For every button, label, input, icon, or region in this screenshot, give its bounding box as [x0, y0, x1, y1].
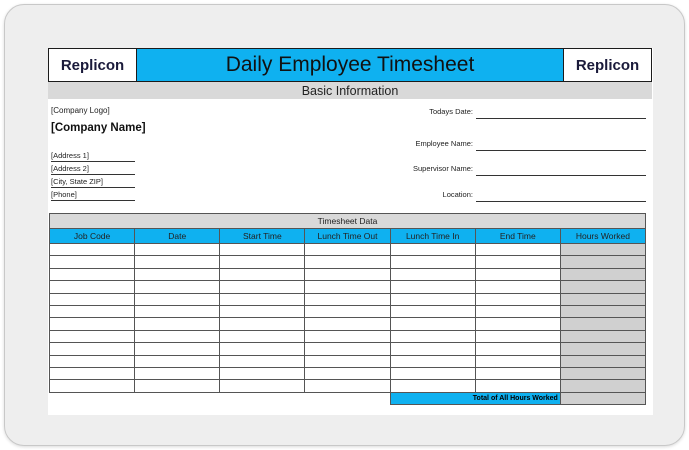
table-cell[interactable]: [135, 281, 220, 293]
table-cell[interactable]: [560, 281, 645, 293]
table-cell[interactable]: [220, 318, 305, 330]
table-cell[interactable]: [560, 244, 645, 256]
table-row: [50, 367, 646, 379]
table-cell[interactable]: [220, 367, 305, 379]
table-cell[interactable]: [390, 355, 475, 367]
header: [48, 48, 652, 82]
table-cell[interactable]: [475, 256, 560, 268]
table-cell[interactable]: [220, 256, 305, 268]
table-cell[interactable]: [135, 318, 220, 330]
table-cell[interactable]: [135, 367, 220, 379]
table-cell[interactable]: [560, 318, 645, 330]
employee-name-label: Employee Name:: [415, 139, 473, 148]
table-cell[interactable]: [390, 281, 475, 293]
table-cell[interactable]: [220, 281, 305, 293]
table-cell[interactable]: [475, 343, 560, 355]
table-cell[interactable]: [220, 380, 305, 392]
total-spacer: [50, 392, 391, 404]
table-cell[interactable]: [560, 256, 645, 268]
table-cell[interactable]: [560, 343, 645, 355]
table-cell[interactable]: [560, 367, 645, 379]
table-cell[interactable]: [135, 244, 220, 256]
table-cell[interactable]: [220, 244, 305, 256]
table-cell[interactable]: [220, 268, 305, 280]
table-row: [50, 256, 646, 268]
supervisor-name-label: Supervisor Name:: [412, 164, 473, 173]
table-cell[interactable]: [475, 281, 560, 293]
table-cell[interactable]: [390, 330, 475, 342]
col-lunch-time-in: Lunch Time In: [390, 229, 475, 244]
table-row: [50, 305, 646, 317]
table-cell[interactable]: [390, 318, 475, 330]
table-cell[interactable]: [50, 343, 135, 355]
col-job-code: Job Code: [50, 229, 135, 244]
table-cell[interactable]: [305, 318, 390, 330]
phone-field[interactable]: [Phone]: [51, 189, 135, 201]
table-cell[interactable]: [220, 330, 305, 342]
table-cell[interactable]: [390, 293, 475, 305]
table-cell[interactable]: [475, 330, 560, 342]
table-cell[interactable]: [305, 256, 390, 268]
table-cell[interactable]: [50, 281, 135, 293]
replicon-logo-left: Replicon: [49, 49, 137, 81]
table-cell[interactable]: [135, 380, 220, 392]
table-cell[interactable]: [50, 367, 135, 379]
table-cell[interactable]: [135, 293, 220, 305]
table-row: [50, 330, 646, 342]
table-cell[interactable]: [560, 293, 645, 305]
table-cell[interactable]: [135, 330, 220, 342]
col-end-time: End Time: [475, 229, 560, 244]
table-row: [50, 244, 646, 256]
table-cell[interactable]: [220, 343, 305, 355]
table-cell[interactable]: [305, 244, 390, 256]
col-start-time: Start Time: [220, 229, 305, 244]
table-cell[interactable]: [390, 343, 475, 355]
table-cell[interactable]: [135, 268, 220, 280]
table-cell[interactable]: [305, 268, 390, 280]
table-cell[interactable]: [50, 293, 135, 305]
table-cell[interactable]: [50, 318, 135, 330]
todays-date-input[interactable]: [476, 117, 646, 119]
table-cell[interactable]: [305, 281, 390, 293]
table-cell[interactable]: [305, 380, 390, 392]
table-cell[interactable]: [220, 305, 305, 317]
table-cell[interactable]: [475, 380, 560, 392]
table-cell[interactable]: [220, 355, 305, 367]
timesheet-data-title: Timesheet Data: [50, 214, 646, 229]
table-cell[interactable]: [475, 367, 560, 379]
page-title: Daily Employee Timesheet: [225, 53, 475, 76]
table-cell[interactable]: [305, 293, 390, 305]
table-row: [50, 343, 646, 355]
address2-field[interactable]: [Address 2]: [51, 163, 135, 175]
table-cell[interactable]: [305, 355, 390, 367]
col-lunch-time-out: Lunch Time Out: [305, 229, 390, 244]
table-row: [50, 281, 646, 293]
col-date: Date: [135, 229, 220, 244]
table-cell[interactable]: [390, 367, 475, 379]
table-cell[interactable]: [390, 380, 475, 392]
timesheet-body: [50, 244, 646, 393]
table-cell[interactable]: [50, 268, 135, 280]
table-cell[interactable]: [475, 305, 560, 317]
city-state-zip-field[interactable]: [City, State ZIP]: [51, 176, 135, 188]
table-row: [50, 380, 646, 392]
supervisor-name-input[interactable]: [476, 174, 646, 176]
table-row: [50, 318, 646, 330]
table-cell[interactable]: [50, 305, 135, 317]
table-cell[interactable]: [475, 244, 560, 256]
table-cell[interactable]: [135, 343, 220, 355]
table-cell[interactable]: [135, 256, 220, 268]
table-cell[interactable]: [560, 305, 645, 317]
table-cell[interactable]: [475, 318, 560, 330]
table-cell[interactable]: [305, 330, 390, 342]
col-hours-worked: Hours Worked: [560, 229, 645, 244]
table-cell[interactable]: [220, 293, 305, 305]
table-cell[interactable]: [135, 355, 220, 367]
table-row: [50, 268, 646, 280]
total-hours-value[interactable]: [560, 392, 645, 404]
basic-info-header: Basic Information: [48, 82, 652, 99]
document-frame: [4, 4, 685, 446]
replicon-logo-right: Replicon: [563, 49, 651, 81]
total-hours-label: Total of All Hours Worked: [390, 392, 560, 404]
table-cell[interactable]: [305, 305, 390, 317]
table-cell[interactable]: [475, 355, 560, 367]
table-cell[interactable]: [390, 305, 475, 317]
table-cell[interactable]: [390, 268, 475, 280]
location-input[interactable]: [476, 200, 646, 202]
location-label: Location:: [442, 190, 473, 199]
table-cell[interactable]: [50, 355, 135, 367]
table-cell[interactable]: [560, 330, 645, 342]
table-cell[interactable]: [135, 305, 220, 317]
table-cell[interactable]: [50, 380, 135, 392]
address1-field[interactable]: [Address 1]: [51, 150, 135, 162]
timesheet-sheet: [48, 48, 653, 415]
table-cell[interactable]: [560, 355, 645, 367]
table-cell[interactable]: [560, 268, 645, 280]
table-row: [50, 293, 646, 305]
table-cell[interactable]: [50, 256, 135, 268]
todays-date-label: Todays Date:: [429, 107, 473, 116]
table-cell[interactable]: [475, 293, 560, 305]
company-logo-placeholder: [Company Logo]: [51, 106, 110, 115]
table-cell[interactable]: [305, 343, 390, 355]
table-row: [50, 355, 646, 367]
table-cell[interactable]: [50, 244, 135, 256]
table-cell[interactable]: [390, 256, 475, 268]
table-cell[interactable]: [390, 244, 475, 256]
table-cell[interactable]: [50, 330, 135, 342]
timesheet-table-wrapper: [49, 213, 646, 405]
company-name: [Company Name]: [51, 122, 146, 134]
table-cell[interactable]: [305, 367, 390, 379]
timesheet-table: [49, 213, 646, 405]
table-cell[interactable]: [475, 268, 560, 280]
employee-name-input[interactable]: [476, 149, 646, 151]
table-cell[interactable]: [560, 380, 645, 392]
